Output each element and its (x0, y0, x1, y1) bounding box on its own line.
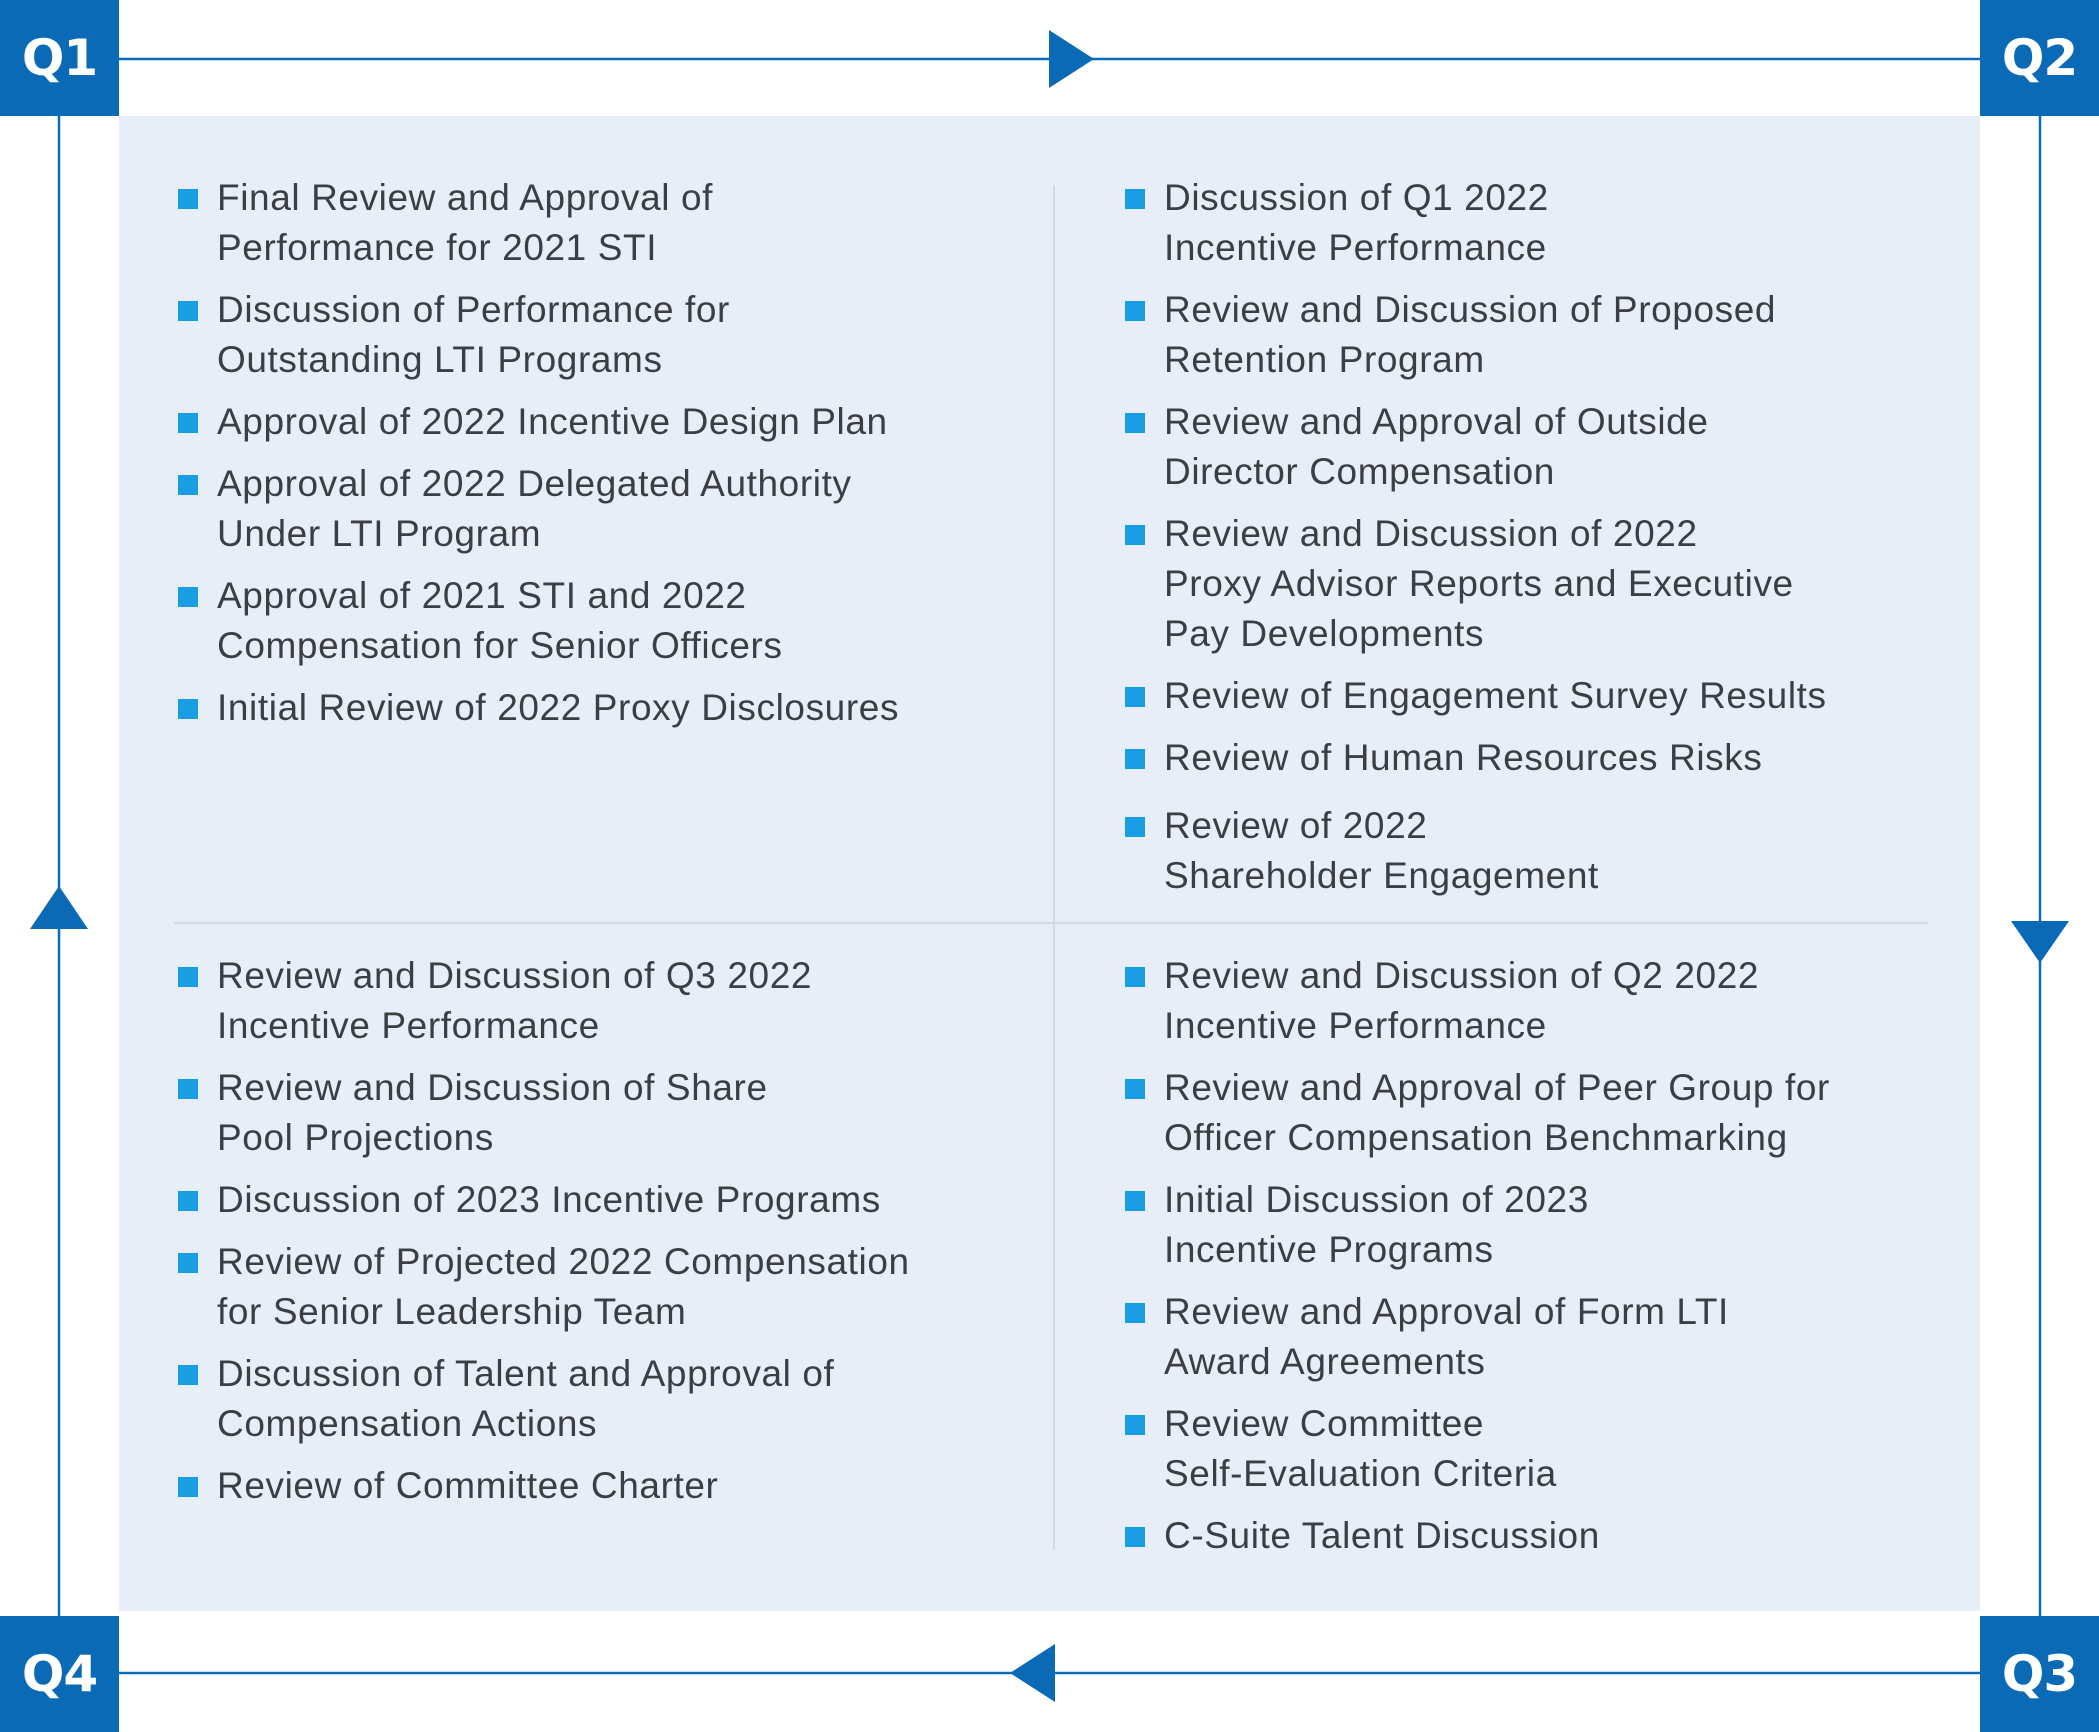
q4-agenda-list (174, 951, 1014, 1523)
agenda-item-line: Review and Approval of Peer Group for (1164, 1067, 1830, 1108)
agenda-item-line: Review of Projected 2022 Compensation (217, 1241, 910, 1282)
q3-badge (1980, 1616, 2099, 1732)
agenda-item (1121, 951, 1961, 1051)
agenda-item (1121, 1063, 1961, 1163)
square-bullet-icon (178, 699, 198, 719)
agenda-item-line: Self-Evaluation Criteria (1164, 1453, 1557, 1494)
agenda-item-line: Initial Discussion of 2023 (1164, 1179, 1589, 1220)
agenda-item-line: Outstanding LTI Programs (217, 339, 663, 380)
agenda-item-line: Review and Approval of Outside (1164, 401, 1709, 442)
q1-label: Q1 (21, 29, 98, 87)
vertical-divider (1053, 185, 1055, 1550)
agenda-item-line: Pool Projections (217, 1117, 494, 1158)
agenda-item-line: Review and Discussion of Q3 2022 (217, 955, 813, 996)
agenda-item-line: Shareholder Engagement (1164, 855, 1599, 896)
agenda-item (1121, 733, 1961, 783)
q1-agenda-list (174, 173, 1014, 745)
agenda-item-line: Approval of 2022 Delegated Authority (217, 463, 852, 504)
square-bullet-icon (1125, 1079, 1145, 1099)
agenda-item (1121, 1511, 1961, 1561)
agenda-item-line: Officer Compensation Benchmarking (1164, 1117, 1788, 1158)
agenda-item (1121, 801, 1961, 901)
agenda-item (1121, 509, 1961, 659)
square-bullet-icon (1125, 413, 1145, 433)
agenda-item (174, 459, 1014, 559)
agenda-item (174, 951, 1014, 1051)
square-bullet-icon (178, 413, 198, 433)
agenda-item-line: Review and Discussion of Share (217, 1067, 768, 1108)
square-bullet-icon (178, 587, 198, 607)
agenda-item-line: Performance for 2021 STI (217, 227, 658, 268)
agenda-item-line: Discussion of Talent and Approval of (217, 1353, 835, 1394)
q2-badge (1980, 0, 2099, 116)
square-bullet-icon (178, 1477, 198, 1497)
agenda-item (174, 683, 1014, 733)
agenda-item-line: Discussion of Performance for (217, 289, 730, 330)
agenda-item (1121, 671, 1961, 721)
agenda-item-line: Compensation for Senior Officers (217, 625, 783, 666)
q3-label: Q3 (2001, 1645, 2078, 1703)
agenda-item (174, 1461, 1014, 1511)
agenda-item-line: Pay Developments (1164, 613, 1485, 654)
agenda-item-line: Director Compensation (1164, 451, 1555, 492)
square-bullet-icon (1125, 1527, 1145, 1547)
square-bullet-icon (178, 189, 198, 209)
arrow-right-icon (1049, 30, 1094, 88)
agenda-item-line: Approval of 2021 STI and 2022 (217, 575, 747, 616)
agenda-item-line: Discussion of 2023 Incentive Programs (217, 1179, 881, 1220)
square-bullet-icon (178, 301, 198, 321)
q1-badge (0, 0, 119, 116)
square-bullet-icon (178, 1365, 198, 1385)
square-bullet-icon (1125, 1415, 1145, 1435)
agenda-item-line: Incentive Performance (1164, 227, 1547, 268)
arrow-down-icon (2011, 921, 2069, 963)
agenda-item-line: Review and Discussion of 2022 (1164, 513, 1698, 554)
square-bullet-icon (1125, 301, 1145, 321)
square-bullet-icon (178, 967, 198, 987)
q4-badge (0, 1616, 119, 1732)
agenda-item-line: Under LTI Program (217, 513, 542, 554)
agenda-item (1121, 1175, 1961, 1275)
agenda-item (1121, 1287, 1961, 1387)
agenda-item (1121, 173, 1961, 273)
agenda-item (174, 285, 1014, 385)
agenda-item-line: for Senior Leadership Team (217, 1291, 687, 1332)
agenda-item-line: Review of 2022 (1164, 805, 1428, 846)
square-bullet-icon (1125, 967, 1145, 987)
agenda-item (1121, 397, 1961, 497)
agenda-item-line: Review Committee (1164, 1403, 1485, 1444)
square-bullet-icon (1125, 525, 1145, 545)
square-bullet-icon (1125, 189, 1145, 209)
agenda-item-line: Incentive Performance (217, 1005, 600, 1046)
square-bullet-icon (178, 475, 198, 495)
agenda-item-line: Review of Engagement Survey Results (1164, 675, 1827, 716)
agenda-item-line: Review of Human Resources Risks (1164, 737, 1763, 778)
agenda-item (1121, 285, 1961, 385)
square-bullet-icon (178, 1253, 198, 1273)
q3-agenda-list (1121, 951, 1961, 1573)
agenda-item-line: Review and Discussion of Proposed (1164, 289, 1777, 330)
agenda-item (174, 1063, 1014, 1163)
agenda-item-line: Proxy Advisor Reports and Executive (1164, 563, 1794, 604)
square-bullet-icon (178, 1079, 198, 1099)
agenda-item-line: C-Suite Talent Discussion (1164, 1515, 1600, 1556)
agenda-item-line: Initial Review of 2022 Proxy Disclosures (217, 687, 900, 728)
agenda-item-line: Incentive Programs (1164, 1229, 1494, 1270)
square-bullet-icon (1125, 1303, 1145, 1323)
agenda-item (174, 173, 1014, 273)
agenda-item-line: Review and Discussion of Q2 2022 (1164, 955, 1760, 996)
q2-label: Q2 (2001, 29, 2078, 87)
agenda-item-line: Discussion of Q1 2022 (1164, 177, 1549, 218)
agenda-item (174, 1237, 1014, 1337)
agenda-item-line: Review of Committee Charter (217, 1465, 719, 1506)
q4-label: Q4 (21, 1645, 98, 1703)
square-bullet-icon (1125, 687, 1145, 707)
q2-agenda-list (1121, 173, 1961, 913)
agenda-item (174, 397, 1014, 447)
agenda-item-line: Compensation Actions (217, 1403, 598, 1444)
square-bullet-icon (1125, 1191, 1145, 1211)
arrow-left-icon (1010, 1644, 1055, 1702)
agenda-item-line: Approval of 2022 Incentive Design Plan (217, 401, 888, 442)
horizontal-divider (174, 922, 1928, 924)
square-bullet-icon (1125, 749, 1145, 769)
agenda-item (174, 571, 1014, 671)
agenda-item-line: Final Review and Approval of (217, 177, 714, 218)
square-bullet-icon (1125, 817, 1145, 837)
agenda-item-line: Award Agreements (1164, 1341, 1486, 1382)
agenda-item (174, 1349, 1014, 1449)
agenda-item-line: Review and Approval of Form LTI (1164, 1291, 1729, 1332)
agenda-item-line: Retention Program (1164, 339, 1485, 380)
agenda-item (1121, 1399, 1961, 1499)
square-bullet-icon (178, 1191, 198, 1211)
arrow-up-icon (30, 886, 88, 929)
agenda-item-line: Incentive Performance (1164, 1005, 1547, 1046)
agenda-item (174, 1175, 1014, 1225)
